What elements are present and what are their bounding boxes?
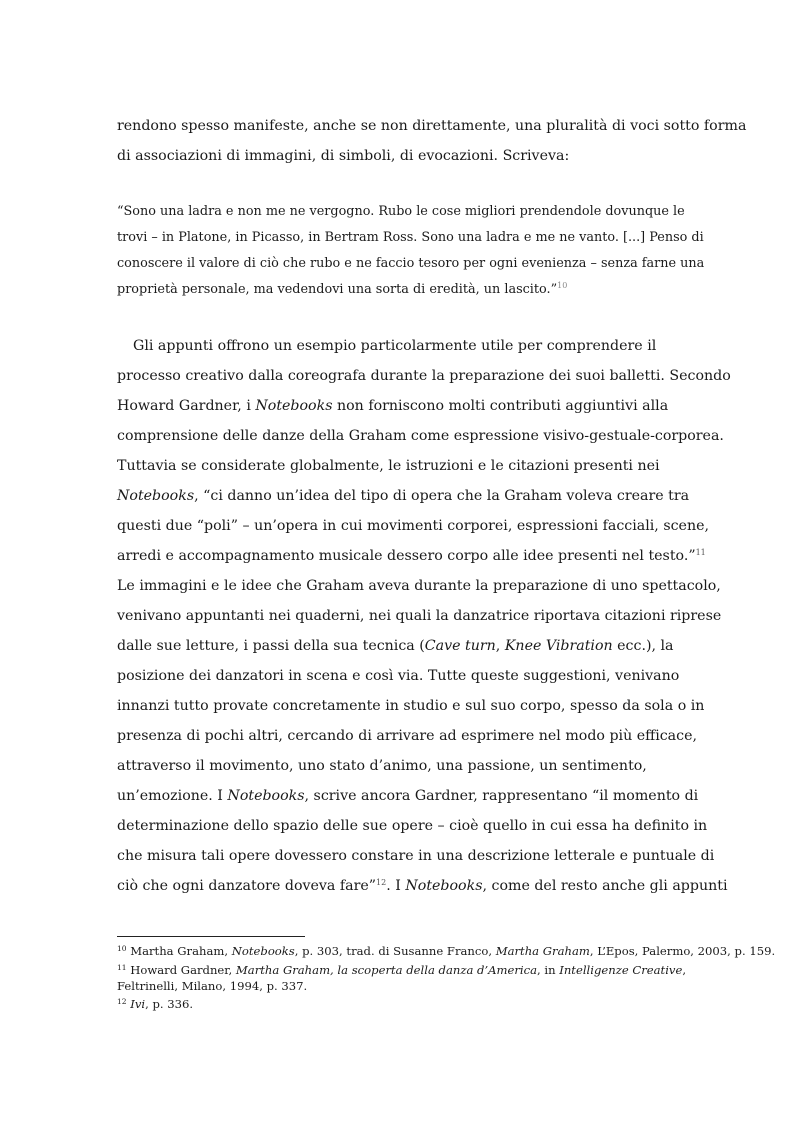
footnote-12: $^{12}$ Ivi, p. 336. <box>117 997 194 1011</box>
footnote-ref-12[interactable]: 12 <box>376 878 387 887</box>
body-line: Le immagini e le idee che Graham aveva durante la preparazione di uno spettacolo, <box>117 578 721 594</box>
footnote-10: $^{10}$ Martha Graham, Notebooks, p. 303, trad. di Susanne Franco, Martha Graham, L’Epos, Palermo, 2003, p. 159. <box>117 944 776 958</box>
quote-line: trovi – in Platone, in Picasso, in Bertram Ross. Sono una ladra e me ne vanto. [...] Penso di <box>117 230 704 245</box>
body-line: rendono spesso manifeste, anche se non direttamente, una pluralità di voci sotto forma <box>117 118 747 134</box>
quote-line: proprietà personale, ma vedendovi una sorta di eredità, un lascito.”$^{10}$ <box>117 281 568 297</box>
body-line: processo creativo dalla coreografa durante la preparazione dei suoi balletti. Secondo <box>117 368 731 384</box>
body-line: Howard Gardner, i Notebooks non forniscono molti contributi aggiuntivi alla <box>117 398 669 414</box>
footnote-11: $^{11}$ Howard Gardner, Martha Graham, la scoperta della danza d’America, in Intelligenze Creative, <box>117 963 687 977</box>
body-line: innanzi tutto provate concretamente in studio e sul suo corpo, spesso da sola o in <box>117 698 705 714</box>
term-cave-turn: Cave turn <box>424 638 496 654</box>
paragraph-first-line: Gli appunti offrono un esempio particolarmente utile per comprendere il <box>133 338 657 354</box>
body-line: Notebooks, “ci danno un’idea del tipo di opera che la Graham voleva creare tra <box>117 488 690 504</box>
body-line: venivano appuntanti nei quaderni, nei quali la danzatrice riportava citazioni riprese <box>117 608 722 624</box>
notebooks-title: Notebooks <box>117 488 195 504</box>
body-line: che misura tali opere dovessero constare in una descrizione letterale e puntuale di <box>117 848 715 864</box>
body-line: presenza di pochi altri, cercando di arrivare ad esprimere nel modo più efficace, <box>117 728 697 744</box>
notebooks-title: Notebooks <box>405 878 483 894</box>
body-line: determinazione dello spazio delle sue opere – cioè quello in cui essa ha definito in <box>117 818 708 834</box>
notebooks-title: Notebooks <box>255 398 333 414</box>
quote-line: conoscere il valore di ciò che rubo e ne faccio tesoro per ogni evenienza – senza farne una <box>117 256 705 271</box>
body-line: comprensione delle danze della Graham come espressione visivo-gestuale-corporea. <box>117 428 724 444</box>
term-knee-vibration: Knee Vibration <box>504 638 613 654</box>
body-line: arredi e accompagnamento musicale dessero corpo alle idee presenti nel testo.”$^{11}$ <box>117 548 706 564</box>
body-line: di associazioni di immagini, di simboli, di evocazioni. Scriveva: <box>117 148 570 164</box>
body-line: posizione dei danzatori in scena e così via. Tutte queste suggestioni, venivano <box>117 668 680 684</box>
notebooks-title: Notebooks <box>227 788 305 804</box>
body-line: Tuttavia se considerate globalmente, le istruzioni e le citazioni presenti nei <box>117 458 660 474</box>
footnote-separator <box>117 936 305 937</box>
body-line: questi due “poli” – un’opera in cui movimenti corporei, espressioni facciali, scene, <box>117 518 709 534</box>
body-line: dalle sue letture, i passi della sua tecnica (Cave turn, Knee Vibration ecc.), la <box>117 638 674 654</box>
footnote-ref-10[interactable]: 10 <box>557 281 568 290</box>
footnote-11-cont: Feltrinelli, Milano, 1994, p. 337. <box>117 979 308 993</box>
body-line: ciò che ogni danzatore doveva fare”$^{12}$. I Notebooks, come del resto anche gli appunti <box>117 878 728 894</box>
footnote-ref-11[interactable]: 11 <box>695 548 706 557</box>
body-line: un’emozione. I Notebooks, scrive ancora Gardner, rappresentano “il momento di <box>117 788 699 804</box>
quote-line: “Sono una ladra e non me ne vergogno. Rubo le cose migliori prendendole dovunque le <box>117 204 685 219</box>
body-line: attraverso il movimento, uno stato d’animo, una passione, un sentimento, <box>117 758 647 774</box>
